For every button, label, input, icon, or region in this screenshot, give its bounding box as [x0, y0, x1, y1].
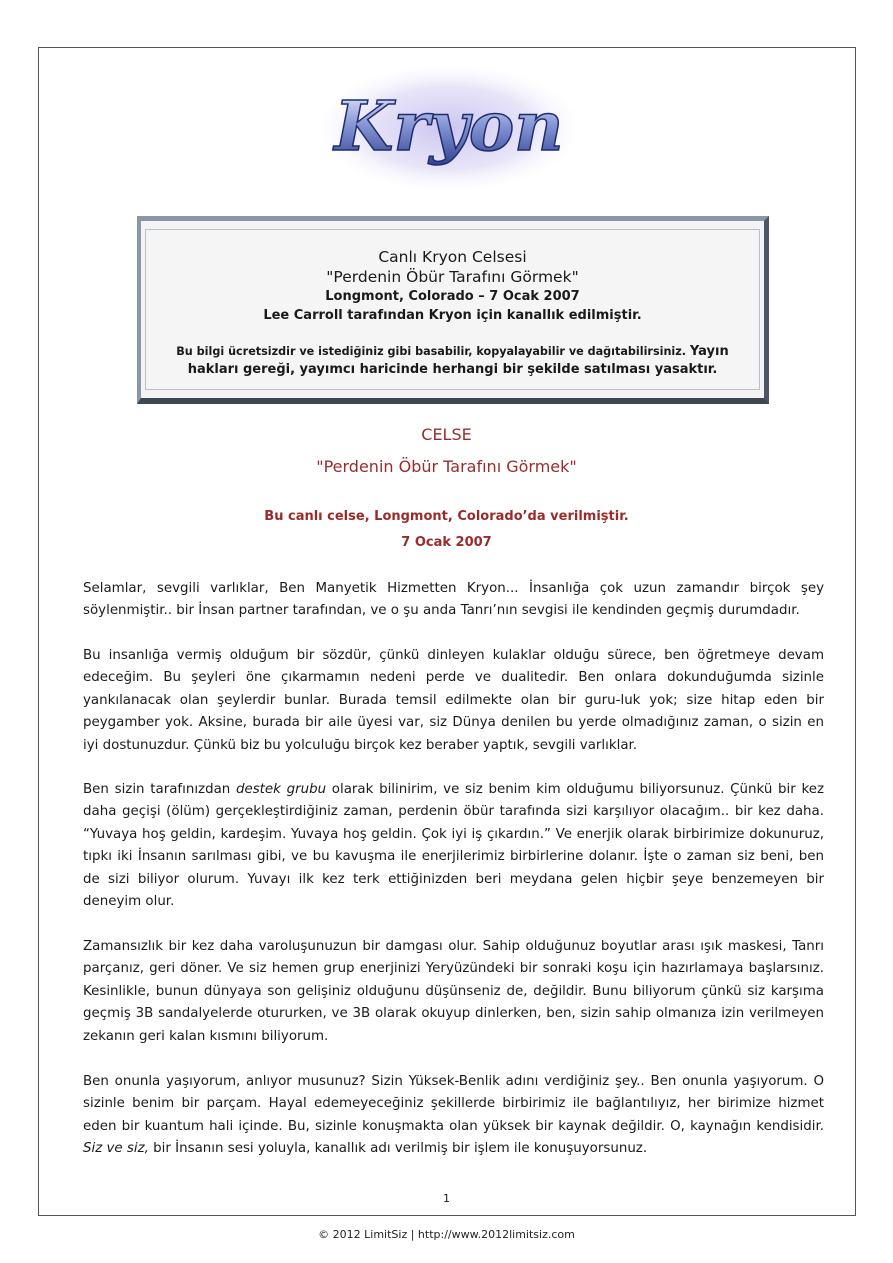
header-box: [137, 216, 769, 404]
paragraph-3-text-b: olarak bilinirim, ve siz benim kim olduğumu biliyorsunuz. Çünkü bir kez daha geçişi (ölüm) gerçekleştirdiğiniz zaman, perdenin öbür tarafında sizi karşılıyor olacağım.. bir kez daha. “Yuvaya hoş geldin, kardeşim. Yuvaya hoş geldin. Çok iyi iş çıkardın.” Ve enerjik olarak birbirimize dokunuruz, tıpkı iki İnsanın sarılması gibi, ve bu kavuşma ile enerjilerimiz birbirlerine dolanır. İşte o zaman siz beni, ben de sizi biliyor olurum. Yuvayı ilk kez terk ettiğinizden beri meydana gelen hiçbir şeye benzemeyen bir deneyim olur.: [83, 782, 824, 910]
paragraph-4: Zamansızlık bir kez daha varoluşunuzun bir damgası olur. Sahip olduğunuz boyutlar arası ışık maskesi, Tanrı parçanız, geri döner. Ve siz hemen grup enerjinizi Yeryüzündeki bir sonraki koşu için hazırlamaya başlarsınız. Kesinlikle, bunun dünyaya son gelişiniz olduğunu düşünseniz de, değildir. Bunu biliyorum çünkü siz karşıma geçmiş 3B sandalyelerde otururken, ve 3B olarak okuyup dinlerken, ben, sizin sahip olmanıza izin verilmeyen zekanın geri kalan kısmını biliyorum.: [83, 939, 824, 1044]
paragraph-5: [83, 1071, 824, 1161]
paragraph-2: Bu insanlığa vermiş olduğum bir sözdür, çünkü dinleyen kulaklar olduğu sürece, ben öğretmeye devam edeceğim. Bu şeyleri öne çıkarmamın nedeni perde ve dualitedir. Ben onlara dokunduğumda sizinle yankılanacak olan şeylerdir bunlar. Burada temsil edilmekte olan bir guru-luk yok; size hitap eden bir peygamber yok. Aksine, burada bir aile üyesi var, siz Dünya denilen bu yerde olmadığınız zaman, o sizin en iyi dostunuzdur. Çünkü biz bu yolculuğu birçok kez beraber yaptık, sevgili varlıklar.: [83, 648, 824, 753]
header-place-date: Longmont, Colorado – 7 Ocak 2007: [325, 289, 580, 304]
session-place: Bu canlı celse, Longmont, Colorado’da verilmiştir.: [264, 509, 629, 524]
session-date: 7 Ocak 2007: [401, 535, 492, 550]
session-title: "Perdenin Öbür Tarafını Görmek": [316, 457, 577, 476]
paragraph-5-text-a: Ben onunla yaşıyorum, anlıyor musunuz? Sizin Yüksek-Benlik adını verdiğiniz şey.. Ben onunla yaşıyorum. O sizinle benim bir parçam. Hayal edemeyeceğiniz şekillerde birbirimiz ile bağlantılıyız, her birimize hizmet eden bir kuantum hali içinde. Bu, sizinle konuşmakta olan yüksek bir kaynak değildir. O, kaynağın kendisidir.: [83, 1074, 824, 1134]
paragraph-1: Selamlar, sevgili varlıklar, Ben Manyetik Hizmetten Kryon... İnsanlığa çok uzun zamandır birçok şey söylenmiştir.. bir İnsan partner tarafından, ve o şu anda Tanrı’nın sevgisi ile kendinden geçmiş durumdadır.: [83, 581, 824, 619]
paragraph-5-emphasis: Siz ve siz,: [83, 1141, 149, 1157]
notice-text: Bu bilgi ücretsizdir ve istediğiniz gibi basabilir, kopyalayabilir ve dağıtabilirsiniz.: [176, 345, 687, 358]
kryon-logo: [318, 64, 580, 192]
header-title: Canlı Kryon Celsesi: [378, 248, 527, 266]
header-channel: Lee Carroll tarafından Kryon için kanallık edilmiştir.: [263, 308, 642, 323]
paragraph-5-text-b: bir İnsanın sesi yoluyla, kanallık adı verilmiş bir işlem ile konuşuyorsunuz.: [148, 1141, 648, 1157]
paragraph-3: [83, 779, 824, 913]
svg-text:Kryon: Kryon: [334, 87, 564, 167]
page-number: 1: [443, 1192, 450, 1205]
header-notice: [161, 343, 744, 379]
session-label: CELSE: [421, 425, 472, 444]
footer-copyright: © 2012 LimitSiz | http://www.2012limitsiz.com: [318, 1228, 575, 1241]
paragraph-3-emphasis: destek grubu: [235, 782, 327, 797]
paragraph-3-text-a: Ben sizin tarafınızdan: [83, 782, 236, 797]
notice-copyright: Yayın hakları gereği, yayımcı haricinde herhangi bir şekilde satılması yasaktır.: [187, 344, 729, 377]
header-subtitle: "Perdenin Öbür Tarafını Görmek": [326, 268, 579, 286]
